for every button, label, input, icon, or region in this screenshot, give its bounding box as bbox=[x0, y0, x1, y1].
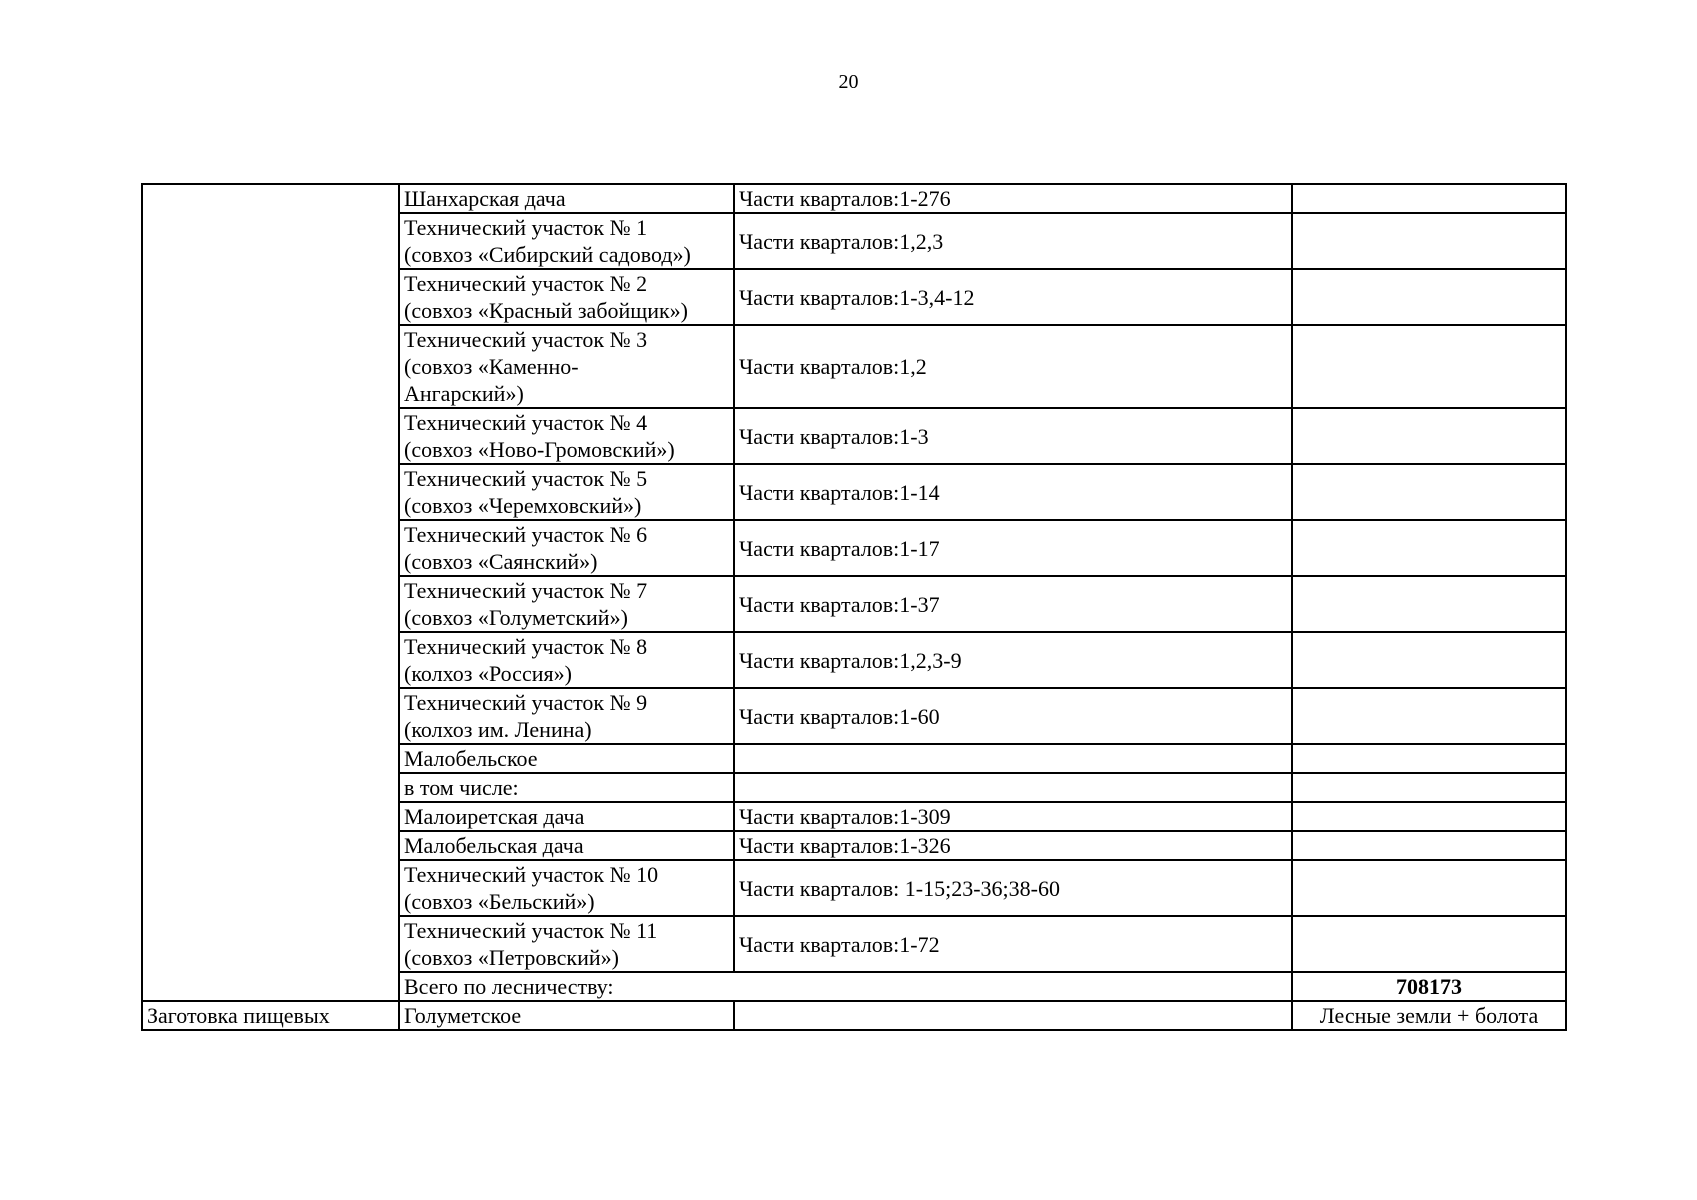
area-value-cell: Лесные земли + болота bbox=[1292, 1001, 1566, 1030]
area-value-cell bbox=[1292, 184, 1566, 213]
quarters-cell: Части кварталов:1-309 bbox=[734, 802, 1292, 831]
quarters-cell: Части кварталов: 1-15;23-36;38-60 bbox=[734, 860, 1292, 916]
quarters-cell: Части кварталов:1,2,3 bbox=[734, 213, 1292, 269]
quarters-cell: Части кварталов:1-60 bbox=[734, 688, 1292, 744]
table-row-last bbox=[142, 1001, 1566, 1030]
quarters-cell: Части кварталов:1-17 bbox=[734, 520, 1292, 576]
area-value-cell bbox=[1292, 916, 1566, 972]
area-name-cell: Технический участок № 5 (совхоз «Черемховский») bbox=[399, 464, 734, 520]
area-name-cell: Технический участок № 4 (совхоз «Ново-Громовский») bbox=[399, 408, 734, 464]
area-value-cell bbox=[1292, 269, 1566, 325]
area-name-cell: Технический участок № 8 (колхоз «Россия») bbox=[399, 632, 734, 688]
quarters-cell: Части кварталов:1,2 bbox=[734, 325, 1292, 408]
forestry-table bbox=[141, 183, 1567, 1031]
category-cell: Заготовка пищевых bbox=[142, 1001, 399, 1030]
area-name-cell: Технический участок № 10 (совхоз «Бельский») bbox=[399, 860, 734, 916]
quarters-cell: Части кварталов:1-37 bbox=[734, 576, 1292, 632]
total-value-cell: 708173 bbox=[1292, 972, 1566, 1001]
quarters-cell bbox=[734, 1001, 1292, 1030]
quarters-cell bbox=[734, 744, 1292, 773]
area-name-cell: Технический участок № 7 (совхоз «Голуметский») bbox=[399, 576, 734, 632]
area-name-cell: Малоиретская дача bbox=[399, 802, 734, 831]
area-name-cell: Технический участок № 6 (совхоз «Саянский») bbox=[399, 520, 734, 576]
quarters-cell: Части кварталов:1-3 bbox=[734, 408, 1292, 464]
area-name-cell: Технический участок № 11 (совхоз «Петровский») bbox=[399, 916, 734, 972]
total-label-cell: Всего по лесничеству: bbox=[399, 972, 1292, 1001]
area-name-cell: Технический участок № 2 (совхоз «Красный забойщик») bbox=[399, 269, 734, 325]
table-row bbox=[142, 184, 1566, 213]
quarters-cell bbox=[734, 773, 1292, 802]
area-value-cell bbox=[1292, 576, 1566, 632]
area-name-cell: Технический участок № 1 (совхоз «Сибирский садовод») bbox=[399, 213, 734, 269]
area-value-cell bbox=[1292, 325, 1566, 408]
area-value-cell bbox=[1292, 688, 1566, 744]
quarters-cell: Части кварталов:1-14 bbox=[734, 464, 1292, 520]
area-value-cell bbox=[1292, 773, 1566, 802]
area-name-cell: Технический участок № 9 (колхоз им. Ленина) bbox=[399, 688, 734, 744]
area-name-cell: Малобельская дача bbox=[399, 831, 734, 860]
quarters-cell: Части кварталов:1-326 bbox=[734, 831, 1292, 860]
category-cell-empty bbox=[142, 184, 399, 1001]
area-name-cell: Технический участок № 3 (совхоз «Каменно- Ангарский») bbox=[399, 325, 734, 408]
quarters-cell: Части кварталов:1-3,4-12 bbox=[734, 269, 1292, 325]
area-value-cell bbox=[1292, 860, 1566, 916]
area-value-cell bbox=[1292, 802, 1566, 831]
area-value-cell bbox=[1292, 744, 1566, 773]
area-value-cell bbox=[1292, 408, 1566, 464]
area-value-cell bbox=[1292, 520, 1566, 576]
table-body bbox=[142, 184, 1566, 1030]
quarters-cell: Части кварталов:1-72 bbox=[734, 916, 1292, 972]
area-name-cell: Шанхарская дача bbox=[399, 184, 734, 213]
area-value-cell bbox=[1292, 632, 1566, 688]
area-value-cell bbox=[1292, 464, 1566, 520]
page-number: 20 bbox=[838, 71, 859, 93]
area-name-cell: Малобельское bbox=[399, 744, 734, 773]
area-value-cell bbox=[1292, 213, 1566, 269]
area-name-cell: Голуметское bbox=[399, 1001, 734, 1030]
quarters-cell: Части кварталов:1-276 bbox=[734, 184, 1292, 213]
area-value-cell bbox=[1292, 831, 1566, 860]
area-name-cell: в том числе: bbox=[399, 773, 734, 802]
quarters-cell: Части кварталов:1,2,3-9 bbox=[734, 632, 1292, 688]
